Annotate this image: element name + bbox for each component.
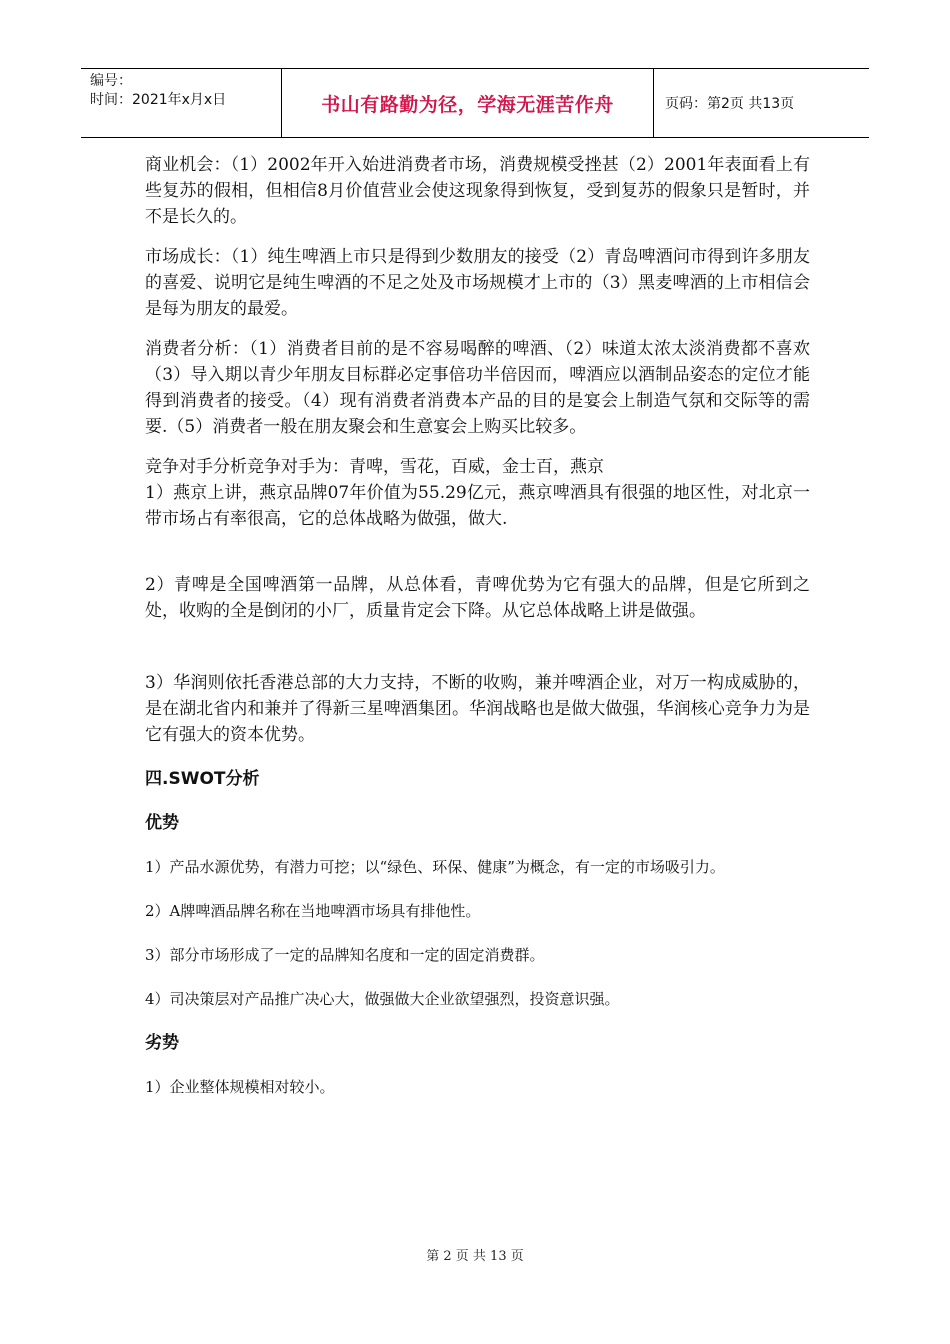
paragraph-competitors: 竞争对手分析竞争对手为：青啤，雪花，百威，金士百，燕京 — [145, 457, 604, 477]
strength-item-2: 2）A牌啤酒品牌名称在当地啤酒市场具有排他性。 — [145, 902, 481, 920]
paragraph-tsingtao: 2）青啤是全国啤酒第一品牌，从总体看，青啤优势为它有强大的品牌，但是它所到之处，收购的全是倒闭的小厂，质量肯定会下降。从它总体战略上讲是做强。 — [145, 575, 810, 621]
document-body — [145, 152, 810, 1100]
time-label: 时间：2021年x月x日 — [90, 92, 227, 108]
paragraph-market-growth: 市场成长：（1）纯生啤酒上市只是得到少数朋友的接受（2）青岛啤酒问市得到许多朋友的喜爱、说明它是纯生啤酒的不足之处及市场规模才上市的（3）黑麦啤酒的上市相信会是每为朋友的最爱。 — [145, 247, 810, 319]
weakness-item-1: 1）企业整体规模相对较小。 — [145, 1078, 335, 1096]
strength-item-1: 1）产品水源优势，有潜力可挖；以“绿色、环保、健康”为概念，有一定的市场吸引力。 — [145, 858, 725, 876]
heading-strengths: 优势 — [145, 813, 179, 833]
strength-item-4: 4）司决策层对产品推广决心大，做强做大企业欲望强烈，投资意识强。 — [145, 990, 620, 1008]
strength-item-3: 3）部分市场形成了一定的品牌知名度和一定的固定消费群。 — [145, 946, 545, 964]
header-motto: 书山有路勤为径，学海无涯苦作舟 — [282, 69, 654, 137]
page-footer: 第 2 页 共 13 页 — [426, 1249, 524, 1264]
paragraph-business-opportunity: 商业机会：（1）2002年开入始进消费者市场，消费规模受挫甚（2）2001年表面看上有些复苏的假相，但相信8月价值营业会使这现象得到恢复，受到复苏的假象只是暂时，并不是长久的。 — [145, 155, 810, 227]
paragraph-yanjing: 1）燕京上讲，燕京品牌07年价值为55.29亿元，燕京啤酒具有很强的地区性，对北京一带市场占有率很高，它的总体战略为做强，做大. — [145, 483, 810, 529]
page-header — [81, 68, 869, 138]
paragraph-consumer-analysis: 消费者分析：（1）消费者目前的是不容易喝醉的啤酒、（2）味道太浓太淡消费都不喜欢（3）导入期以青少年朋友目标群必定事倍功半倍因而，啤酒应以酒制品姿态的定位才能得到消费者的接受。（4）现有消费者消费本产品的目的是宴会上制造气氛和交际等的需要.（5）消费者一般在朋友聚会和生意宴会上购买比较多。 — [145, 339, 810, 437]
header-page-info: 页码：第2页 共13页 — [665, 96, 795, 112]
header-meta — [81, 69, 282, 137]
heading-swot: 四.SWOT分析 — [145, 769, 260, 789]
paragraph-cr-beer: 3）华润则依托香港总部的大力支持，不断的收购，兼并啤酒企业，对万一构成威胁的，是在湖北省内和兼并了得新三星啤酒集团。华润战略也是做大做强，华润核心竞争力为是它有强大的资本优势。 — [145, 673, 810, 745]
heading-weaknesses: 劣势 — [145, 1033, 179, 1053]
number-label: 编号： — [90, 73, 132, 89]
